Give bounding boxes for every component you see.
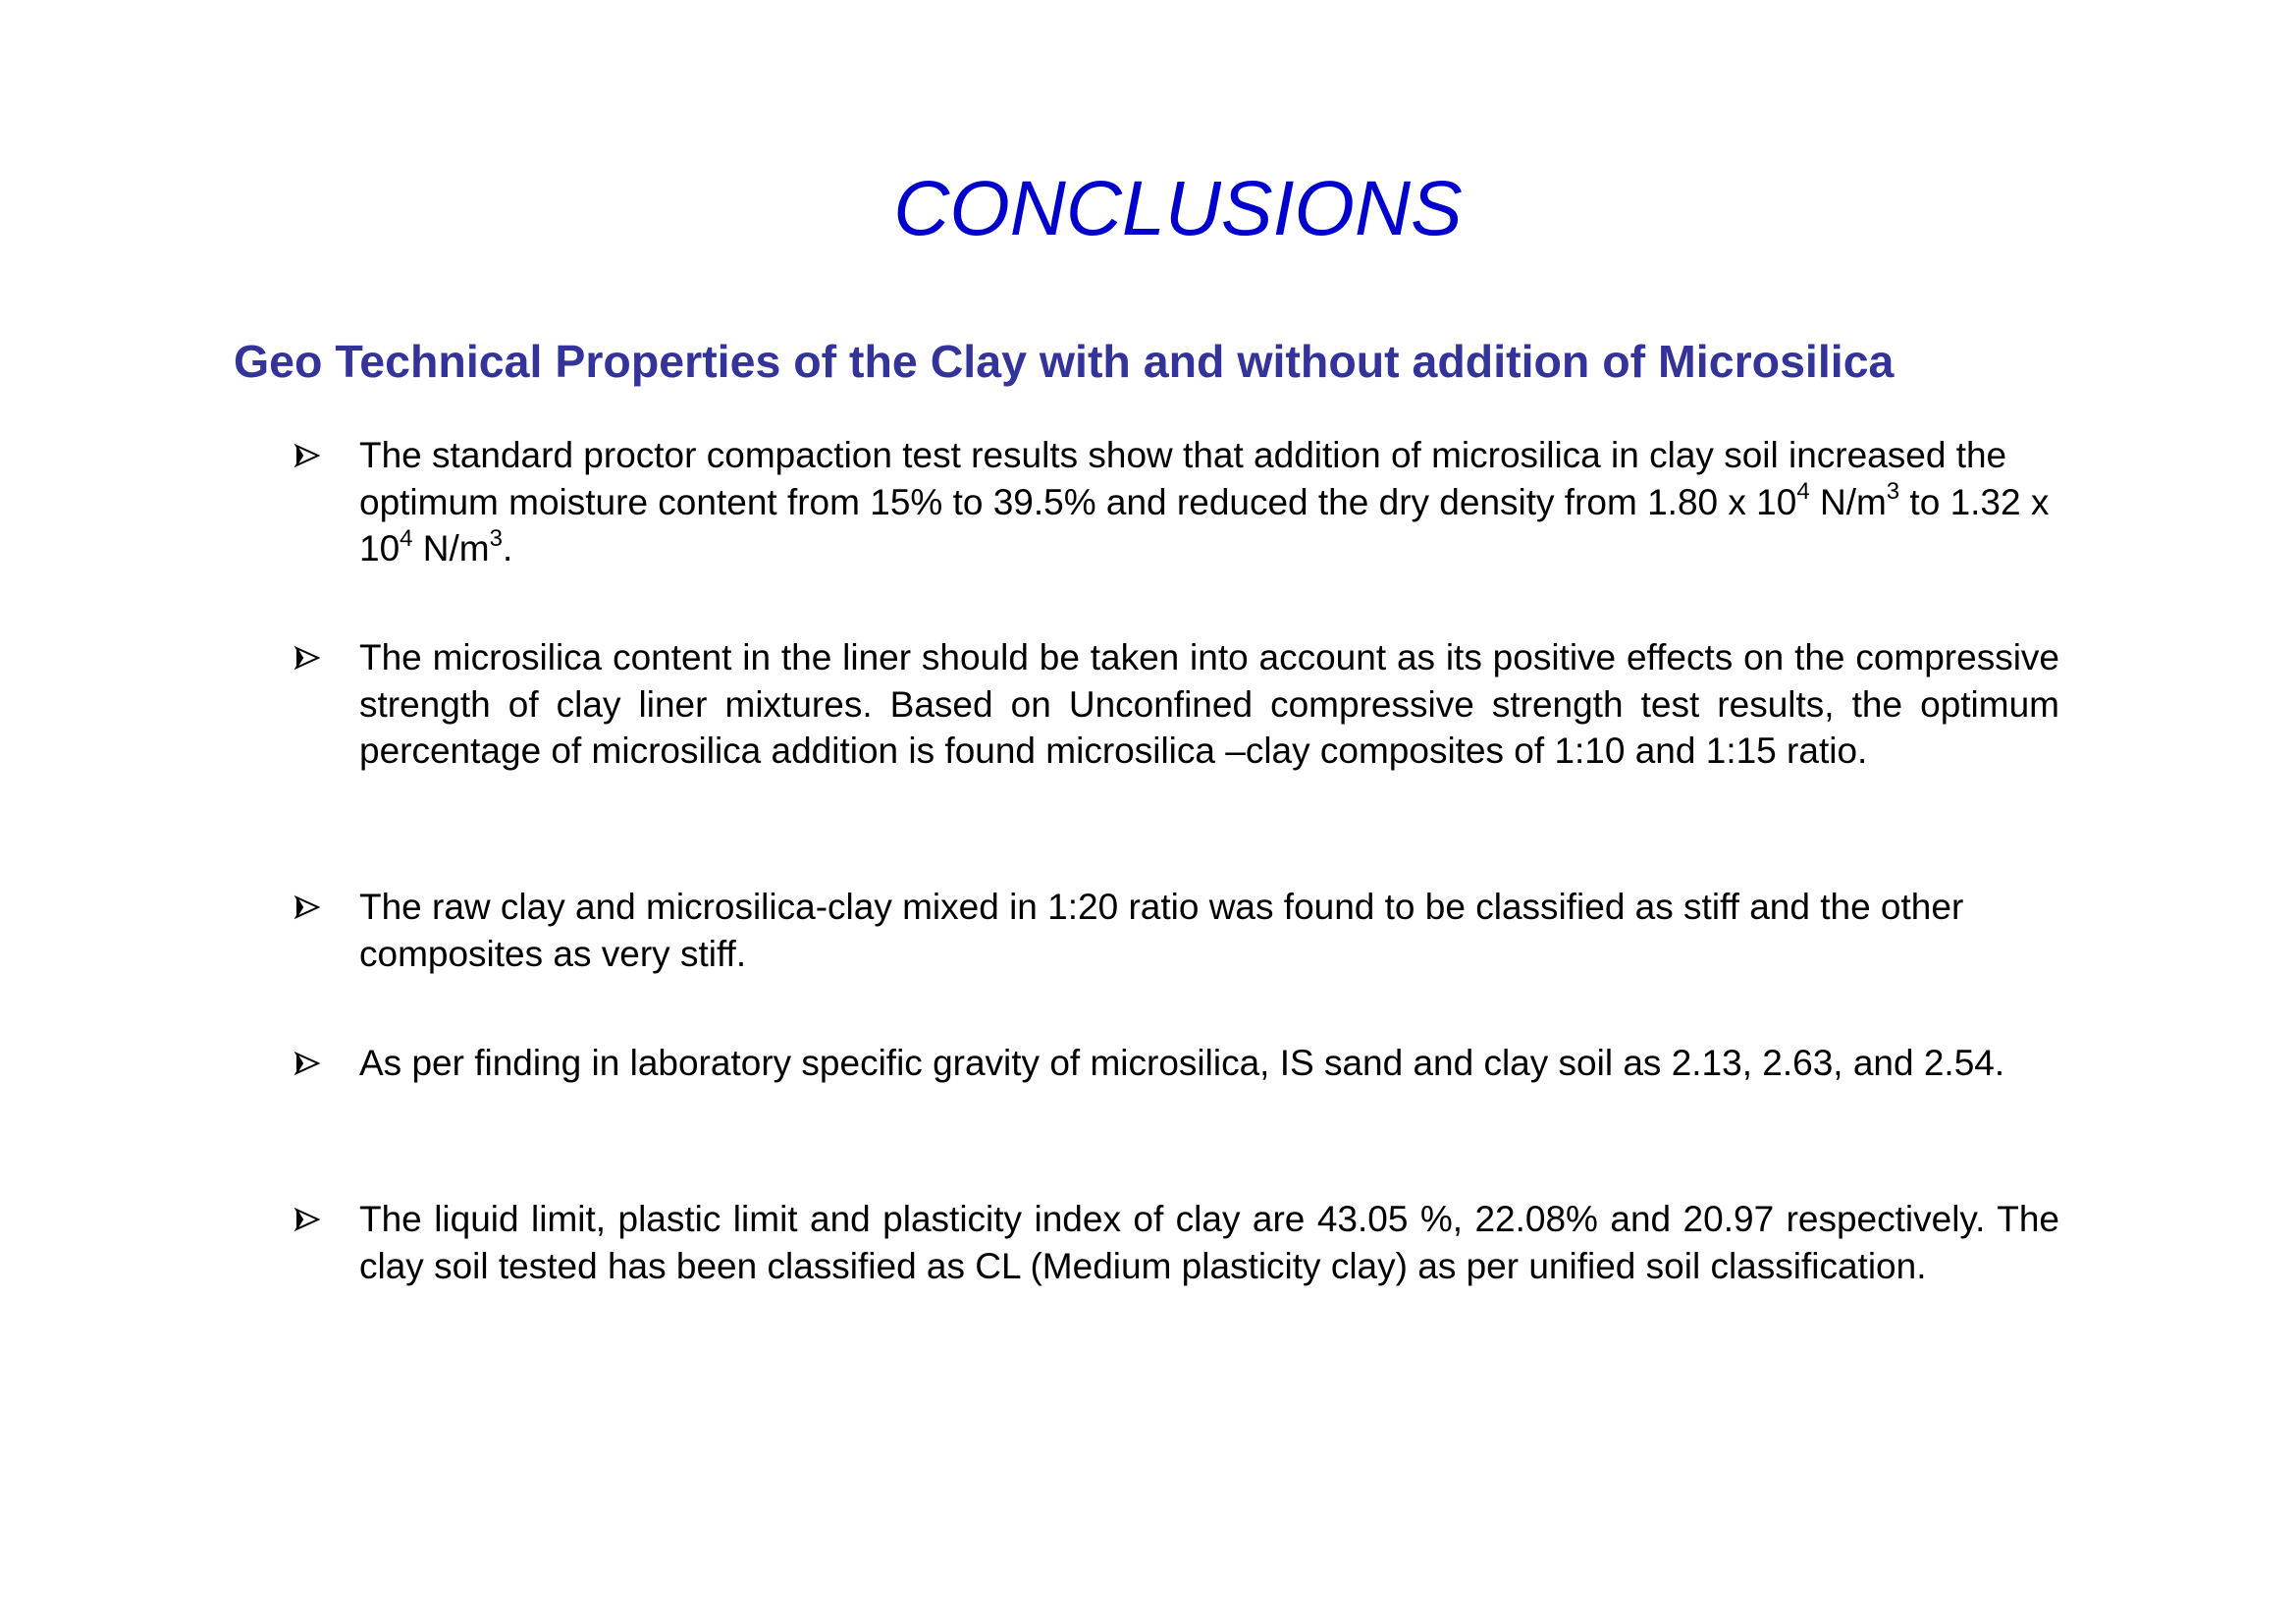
bullet-text: The raw clay and microsilica-clay mixed in 1:20 ratio was found to be classified as stiff and the other composites as very stiff. — [359, 887, 1964, 974]
arrowhead-bullet-icon — [289, 432, 328, 479]
bullet-text: The standard proctor compaction test results show that addition of microsilica in clay soil increased the optimum moisture content from 15% to 39.5% and reduced the dry density from 1.80 x $10^4$ $N/m^3$ to 1.32 x $10^4$ $N/m^3$. — [359, 435, 2050, 568]
arrowhead-bullet-icon — [289, 1196, 328, 1243]
section-heading: Geo Technical Properties of the Clay with and without addition of Microsilica — [234, 336, 1895, 387]
bullet-text: The microsilica content in the liner should be taken into account as its positive effects on the compressive strength of clay liner mixtures. Based on Unconfined compressive strength test results, the optimum percentage of microsilica addition is found microsilica –clay composites of 1:10 and 1:15 ratio. — [359, 637, 2059, 771]
bullet-text: The liquid limit, plastic limit and plasticity index of clay are 43.05 %, 22.08% and 20.97 respectively. The clay soil tested has been classified as CL (Medium plasticity clay) as per unified soil classification. — [359, 1199, 2059, 1286]
arrowhead-bullet-icon — [289, 1040, 328, 1087]
page-title: CONCLUSIONS — [893, 164, 1463, 251]
bullet-text: As per finding in laboratory specific gravity of microsilica, IS sand and clay soil as 2.13, 2.63, and 2.54. — [359, 1043, 2005, 1083]
arrowhead-bullet-icon — [289, 634, 328, 681]
arrowhead-bullet-icon — [289, 884, 328, 931]
